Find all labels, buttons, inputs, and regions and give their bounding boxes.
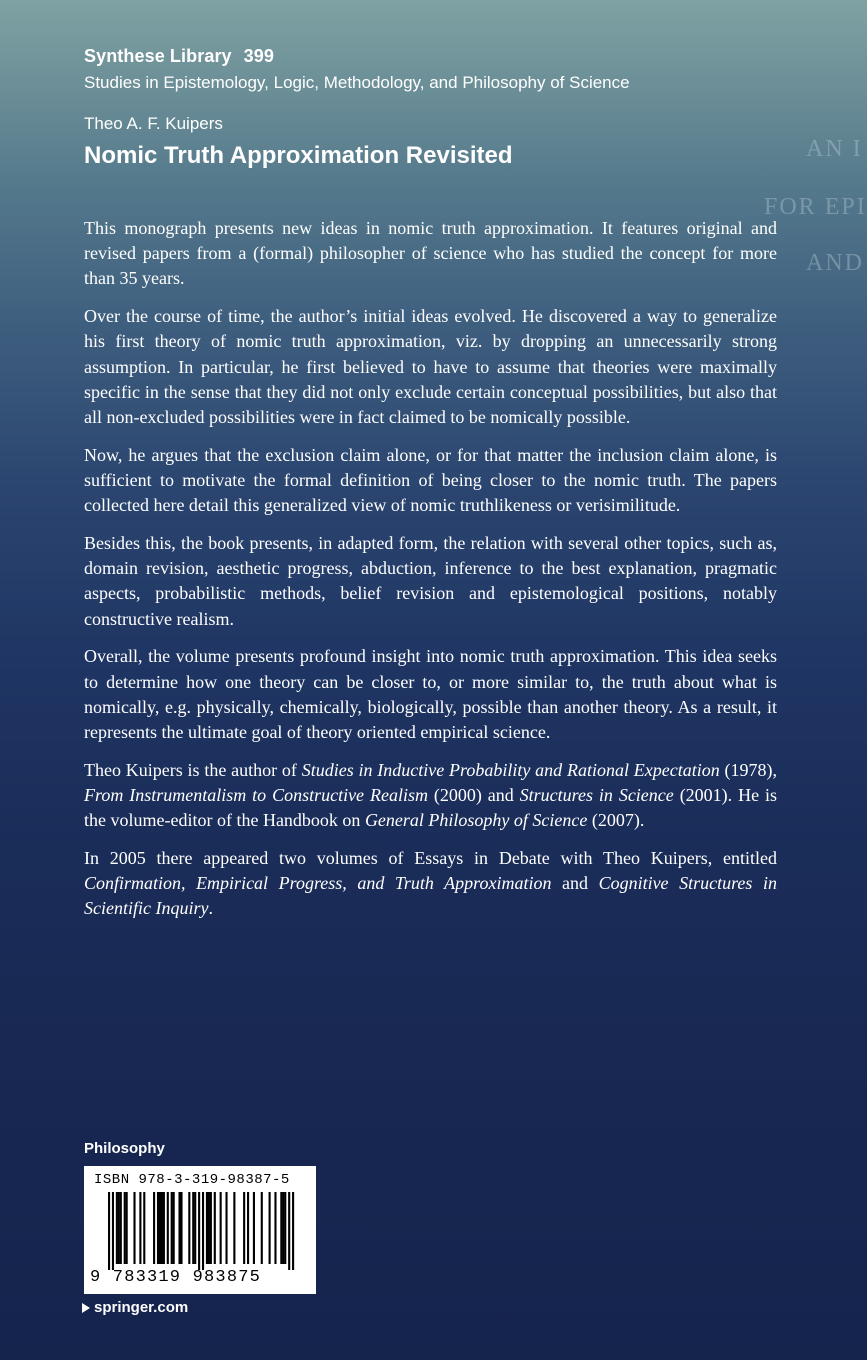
ghost-text-1: AN I (806, 136, 863, 162)
series-subtitle: Studies in Epistemology, Logic, Methodology, and Philosophy of Science (84, 73, 630, 92)
barcode-digits: 9 783319 983875 (90, 1268, 262, 1287)
barcode-bar (274, 1192, 276, 1264)
essays-text-2: and (551, 873, 599, 894)
barcode-bar (220, 1192, 222, 1264)
blurb-paragraph-5: Overall, the volume presents profound insight into nomic truth approximation. This idea seeks to determine how one theory can be closer to, or more similar to, the truth about what is nomically, e.g. physically, chemically, biologically, possible than another theory. As a result, it represents the ultimate goal of theory oriented empirical science. (84, 646, 777, 743)
ghost-text-3: AND (806, 250, 864, 276)
barcode-bar (198, 1192, 200, 1270)
barcode-bar (133, 1192, 135, 1264)
barcode-bar (178, 1192, 180, 1264)
barcode-bar (225, 1192, 227, 1264)
barcode-bar (173, 1192, 175, 1264)
barcode-bar (288, 1192, 290, 1270)
barcode-bar (126, 1192, 128, 1264)
barcode-bar (192, 1192, 194, 1264)
barcode-bar (143, 1192, 145, 1264)
barcode-bar (233, 1192, 235, 1264)
barcode-bar (112, 1192, 114, 1270)
barcode-bar (116, 1192, 118, 1264)
series-line (84, 46, 630, 67)
barcode-bar (282, 1192, 284, 1264)
barcode-bar (159, 1192, 161, 1264)
essays-title-1: Confirmation, Empirical Progress, and Truth Approximation (84, 873, 552, 894)
barcode-bar (292, 1192, 294, 1270)
barcode-bar (153, 1192, 155, 1264)
ghost-text-2: FOR EPI (764, 194, 867, 220)
barcode-bar (243, 1192, 245, 1264)
bio-text-1: Theo Kuipers is the author of (84, 759, 302, 780)
barcode-bar (202, 1192, 204, 1270)
bio-book-title-1: Studies in Inductive Probability and Rational Expectation (301, 759, 720, 780)
book-title: Nomic Truth Approximation Revisited (84, 142, 513, 169)
blurb-body (84, 216, 777, 934)
bio-book-title-2: From Instrumentalism to Constructive Realism (84, 785, 428, 806)
blurb-paragraph-1: This monograph presents new ideas in nomic truth approximation. It features original and revised papers from a (formal) philosopher of science who has studied the concept for more than 35 years. (84, 218, 777, 289)
barcode-bar (269, 1192, 271, 1264)
barcode-bar (180, 1192, 182, 1264)
bio-text-2: (1978), (719, 759, 777, 780)
publisher-link[interactable] (82, 1299, 188, 1316)
triangle-right-icon (82, 1303, 90, 1313)
essays-paragraph (84, 846, 777, 922)
series-block (84, 46, 630, 93)
barcode-bar (124, 1192, 126, 1264)
barcode-bar (188, 1192, 190, 1264)
isbn-barcode (84, 1166, 316, 1294)
barcode-bar (139, 1192, 141, 1264)
essays-text-1: In 2005 there appeared two volumes of Essays in Debate with Theo Kuipers, entitled (84, 848, 777, 869)
essays-title-2: Cognitive Structures in Scientific Inquiry (84, 873, 777, 919)
barcode-bar (118, 1192, 120, 1264)
bio-text-4: (2001). He is the volume-editor of the Handbook on (84, 785, 777, 831)
bio-text-5: (2007). (587, 810, 645, 831)
bio-book-title-3: Structures in Science (519, 785, 674, 806)
barcode-bar (206, 1192, 208, 1264)
barcode-bar (167, 1192, 169, 1264)
essays-text-3: . (208, 898, 213, 919)
isbn-text: ISBN 978-3-319-98387-5 (94, 1172, 290, 1188)
blurb-paragraph-2: Over the course of time, the author’s initial ideas evolved. He discovered a way to generalize his first theory of nomic truth approximation, viz. by dropping an unnecessarily strong assumption. In particular, he first believed to have to assume that theories were maximally specific in the sense that they did not only exclude certain conceptual possibilities, but also that all non-excluded possibilities were in fact claimed to be nomically possible. (84, 306, 777, 428)
barcode-bar (280, 1192, 282, 1264)
barcode-bar (214, 1192, 216, 1264)
barcode-bar (120, 1192, 122, 1264)
barcode-bar (247, 1192, 249, 1264)
barcode-bar (261, 1192, 263, 1264)
category-label: Philosophy (84, 1140, 165, 1157)
author-name: Theo A. F. Kuipers (84, 114, 223, 133)
barcode-bar (194, 1192, 196, 1264)
publisher-website: springer.com (94, 1299, 189, 1316)
barcode-bar (108, 1192, 110, 1270)
bio-text-3: (2000) and (427, 785, 520, 806)
barcode-bar (163, 1192, 165, 1264)
barcode-bar (284, 1192, 286, 1264)
blurb-paragraph-3: Now, he argues that the exclusion claim alone, or for that matter the inclusion claim alone, is sufficient to motivate the formal definition of being closer to the nomic truth. The papers collected here detail this generalized view of nomic truthlikeness or verisimilitude. (84, 444, 777, 516)
barcode-bar (210, 1192, 212, 1264)
barcode-bar (161, 1192, 163, 1264)
series-number: 399 (243, 46, 275, 66)
barcode-bar (253, 1192, 255, 1264)
blurb-paragraph-4: Besides this, the book presents, in adapted form, the relation with several other topics, such as, domain revision, aesthetic progress, abduction, inference to the best explanation, pragmatic aspects, probabilistic methods, belief revision and epistemological positions, notably constructive realism. (84, 533, 777, 629)
bio-book-title-4: General Philosophy of Science (364, 810, 588, 831)
barcode-bar (208, 1192, 210, 1264)
barcode-bar (171, 1192, 173, 1264)
barcode-bar (157, 1192, 159, 1264)
barcode-bars (108, 1192, 294, 1270)
series-name: Synthese Library (84, 46, 232, 66)
author-bio-paragraph (84, 758, 777, 834)
